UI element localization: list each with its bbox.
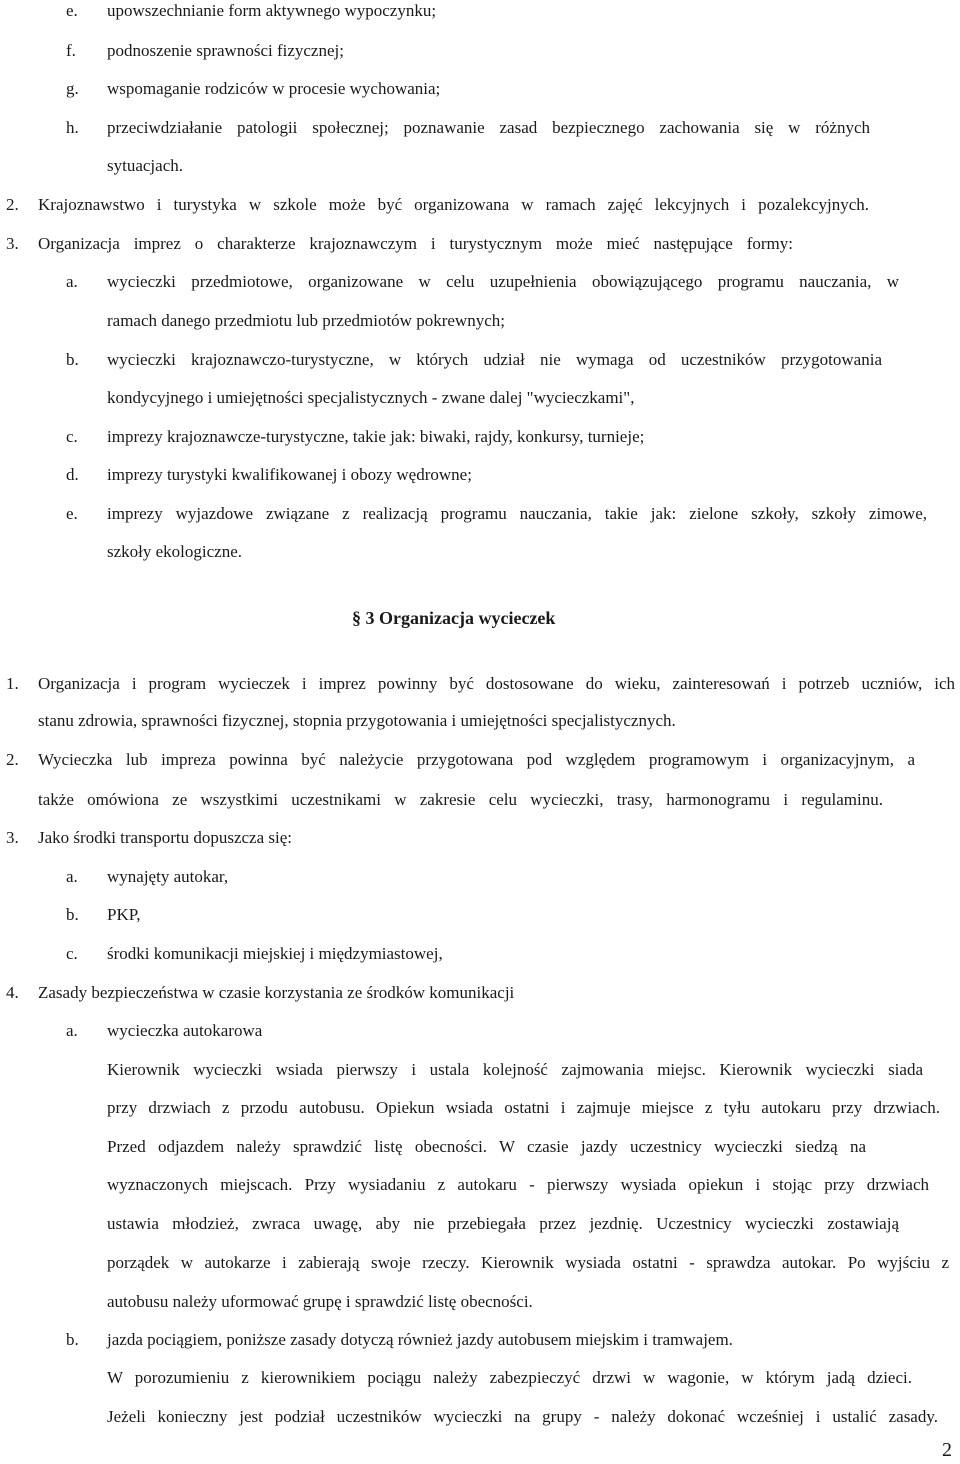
list-marker: c. <box>66 944 78 963</box>
text-line: wyznaczonych miejscach. Przy wysiadaniu z autokaru - pierwszy wysiada opiekun i stojąc przy drzwiach <box>107 1175 929 1194</box>
text-line: wspomaganie rodziców w procesie wychowania; <box>107 79 441 98</box>
list-marker: f. <box>66 41 76 60</box>
text-line: porządek w autokarze i zabierają swoje rzeczy. Kierownik wysiada ostatni - sprawdza autokar. Po wyjściu z <box>107 1253 949 1272</box>
list-marker: a. <box>66 272 78 291</box>
list-marker: 3. <box>6 234 19 253</box>
text-line: Kierownik wycieczki wsiada pierwszy i ustala kolejność zajmowania miejsc. Kierownik wycieczki siada <box>107 1060 923 1079</box>
text-line: szkoły ekologiczne. <box>107 542 243 561</box>
text-line: Przed odjazdem należy sprawdzić listę obecności. W czasie jazdy uczestnicy wycieczki siedzą na <box>107 1137 866 1156</box>
text-line: PKP, <box>107 905 141 924</box>
list-marker: 4. <box>6 983 19 1002</box>
text-line: wycieczki przedmiotowe, organizowane w celu uzupełnienia obowiązującego programu nauczania, w <box>107 272 899 291</box>
text-line: kondycyjnego i umiejętności specjalistycznych - zwane dalej "wycieczkami", <box>107 388 635 407</box>
list-marker: b. <box>66 350 79 369</box>
section-heading: § 3 Organizacja wycieczek <box>352 608 556 628</box>
text-line: autobusu należy uformować grupę i sprawdzić listę obecności. <box>107 1292 533 1311</box>
list-marker: c. <box>66 427 78 446</box>
list-marker: b. <box>66 1330 79 1349</box>
text-line: podnoszenie sprawności fizycznej; <box>107 41 344 60</box>
list-marker: e. <box>66 1 78 20</box>
list-marker: 3. <box>6 828 19 847</box>
list-marker: e. <box>66 504 78 523</box>
text-line: Organizacja i program wycieczek i imprez powinny być dostosowane do wieku, zainteresowań i potrzeb uczniów, ich <box>38 674 955 693</box>
text-line: imprezy krajoznawcze-turystyczne, takie jak: biwaki, rajdy, konkursy, turnieje; <box>107 427 645 446</box>
text-line: wycieczki krajoznawczo-turystyczne, w których udział nie wymaga od uczestników przygotowania <box>107 350 882 369</box>
text-line: wycieczka autokarowa <box>107 1021 263 1040</box>
text-line: ramach danego przedmiotu lub przedmiotów pokrewnych; <box>107 311 505 330</box>
list-marker: b. <box>66 905 79 924</box>
text-line: Krajoznawstwo i turystyka w szkole może być organizowana w ramach zajęć lekcyjnych i pozalekcyjnych. <box>38 195 869 214</box>
text-line: Organizacja imprez o charakterze krajoznawczym i turystycznym może mieć następujące formy: <box>38 234 793 253</box>
list-marker: 2. <box>6 195 19 214</box>
list-marker: h. <box>66 118 79 137</box>
text-line: W porozumieniu z kierownikiem pociągu należy zabezpieczyć drzwi w wagonie, w którym jadą dzieci. <box>107 1368 912 1387</box>
text-line: przy drzwiach z przodu autobusu. Opiekun wsiada ostatni i zajmuje miejsce z tyłu autokaru przy drzwiach. <box>107 1098 940 1117</box>
text-line: jazda pociągiem, poniższe zasady dotyczą również jazdy autobusem miejskim i tramwajem. <box>107 1330 733 1349</box>
list-marker: 1. <box>6 674 19 693</box>
text-line: także omówiona ze wszystkimi uczestnikami w zakresie celu wycieczki, trasy, harmonogramu i regulaminu. <box>38 790 883 809</box>
list-marker: a. <box>66 1021 78 1040</box>
text-line: Jeżeli konieczny jest podział uczestników wycieczki na grupy - należy dokonać wcześniej i ustalić zasady. <box>107 1407 938 1426</box>
text-line: przeciwdziałanie patologii społecznej; poznawanie zasad bezpiecznego zachowania się w różnych <box>107 118 870 137</box>
list-marker: 2. <box>6 750 19 769</box>
text-line: Jako środki transportu dopuszcza się: <box>38 828 292 847</box>
text-line: imprezy wyjazdowe związane z realizacją programu nauczania, takie jak: zielone szkoły, szkoły zimowe, <box>107 504 927 523</box>
list-marker: d. <box>66 465 79 484</box>
text-line: stanu zdrowia, sprawności fizycznej, stopnia przygotowania i umiejętności specjalistycznych. <box>38 711 676 730</box>
text-line: ustawia młodzież, zwraca uwagę, aby nie przebiegała przez jezdnię. Uczestnicy wycieczki zostawiają <box>107 1214 899 1233</box>
text-line: środki komunikacji miejskiej i międzymiastowej, <box>107 944 443 963</box>
list-marker: g. <box>66 79 79 98</box>
text-line: imprezy turystyki kwalifikowanej i obozy wędrowne; <box>107 465 472 484</box>
text-line: Wycieczka lub impreza powinna być należycie przygotowana pod względem programowym i organizacyjnym, a <box>38 750 915 769</box>
text-line: wynajęty autokar, <box>107 867 229 886</box>
list-marker: a. <box>66 867 78 886</box>
text-line: Zasady bezpieczeństwa w czasie korzystania ze środków komunikacji <box>38 983 515 1002</box>
page-number: 2 <box>942 1439 952 1461</box>
text-line: sytuacjach. <box>107 156 183 175</box>
text-line: upowszechnianie form aktywnego wypoczynku; <box>107 1 437 20</box>
